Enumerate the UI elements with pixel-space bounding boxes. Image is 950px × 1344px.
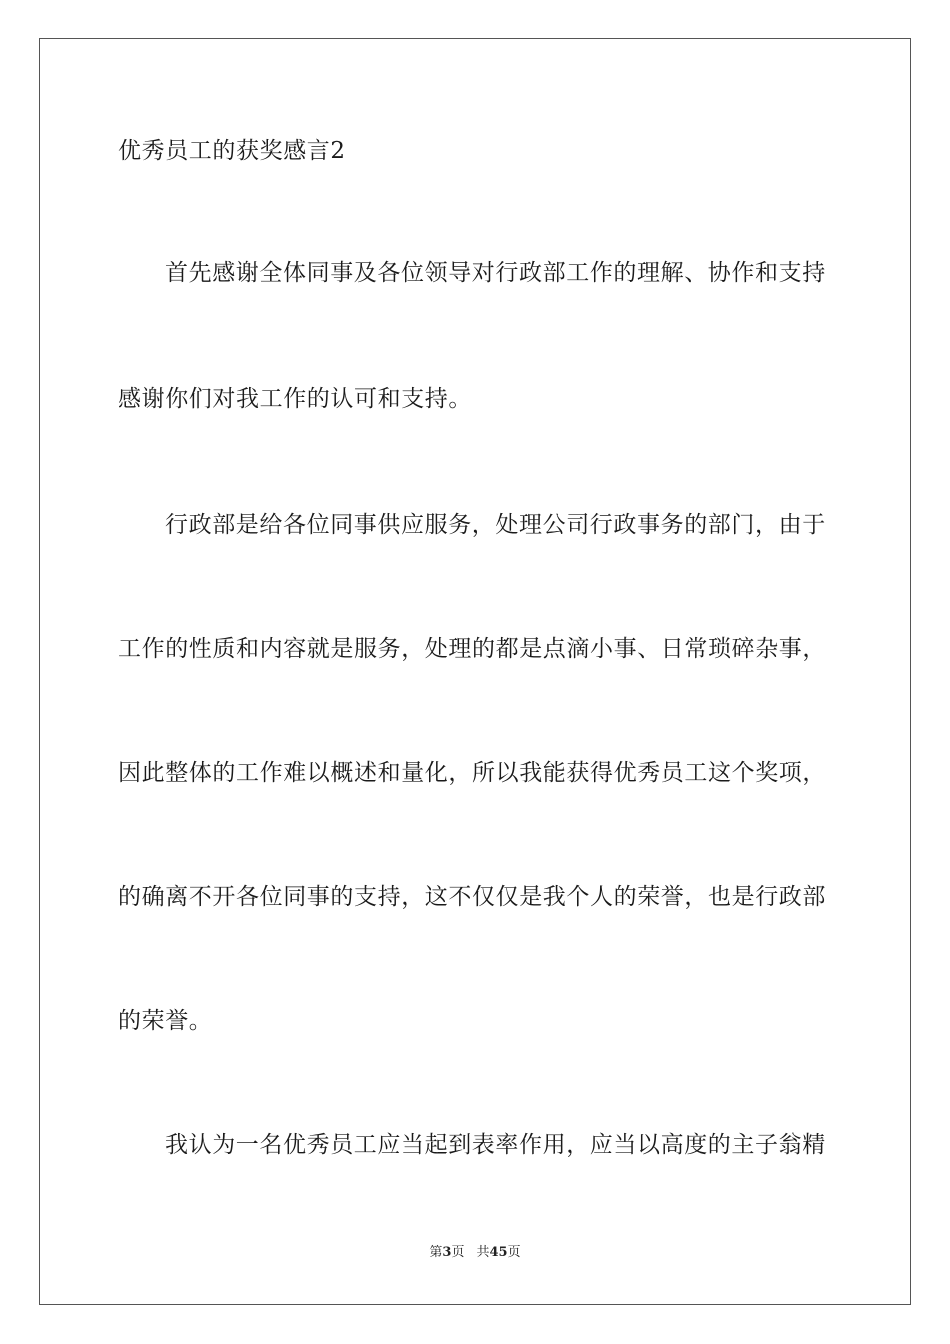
paragraph-line: 工作的性质和内容就是服务，处理的都是点滴小事、日常琐碎杂事，: [118, 636, 826, 662]
paragraph-line: 因此整体的工作难以概述和量化，所以我能获得优秀员工这个奖项，: [118, 760, 826, 786]
paragraph-line: 感谢你们对我工作的认可和支持。: [118, 386, 472, 412]
footer-page-prefix: 第: [429, 1245, 443, 1260]
footer-page-suffix: 页: [451, 1245, 465, 1260]
footer-total-prefix: 共: [476, 1245, 490, 1260]
footer-page-number: 3: [442, 1245, 452, 1260]
paragraph-line: 我认为一名优秀员工应当起到表率作用，应当以高度的主子翁精: [165, 1132, 826, 1158]
paragraph-line: 首先感谢全体同事及各位领导对行政部工作的理解、协作和支持: [165, 260, 826, 286]
page-border: [39, 38, 911, 1305]
footer-total-pages: 45: [489, 1245, 508, 1260]
paragraph-line: 的确离不开各位同事的支持，这不仅仅是我个人的荣誉，也是行政部: [118, 884, 826, 910]
footer-total-suffix: 页: [507, 1245, 521, 1260]
paragraph-line: 行政部是给各位同事供应服务，处理公司行政事务的部门，由于: [165, 512, 826, 538]
page-footer: [0, 1244, 950, 1262]
paragraph-line: 的荣誉。: [118, 1008, 213, 1034]
document-heading: 优秀员工的获奖感言2: [118, 138, 346, 164]
